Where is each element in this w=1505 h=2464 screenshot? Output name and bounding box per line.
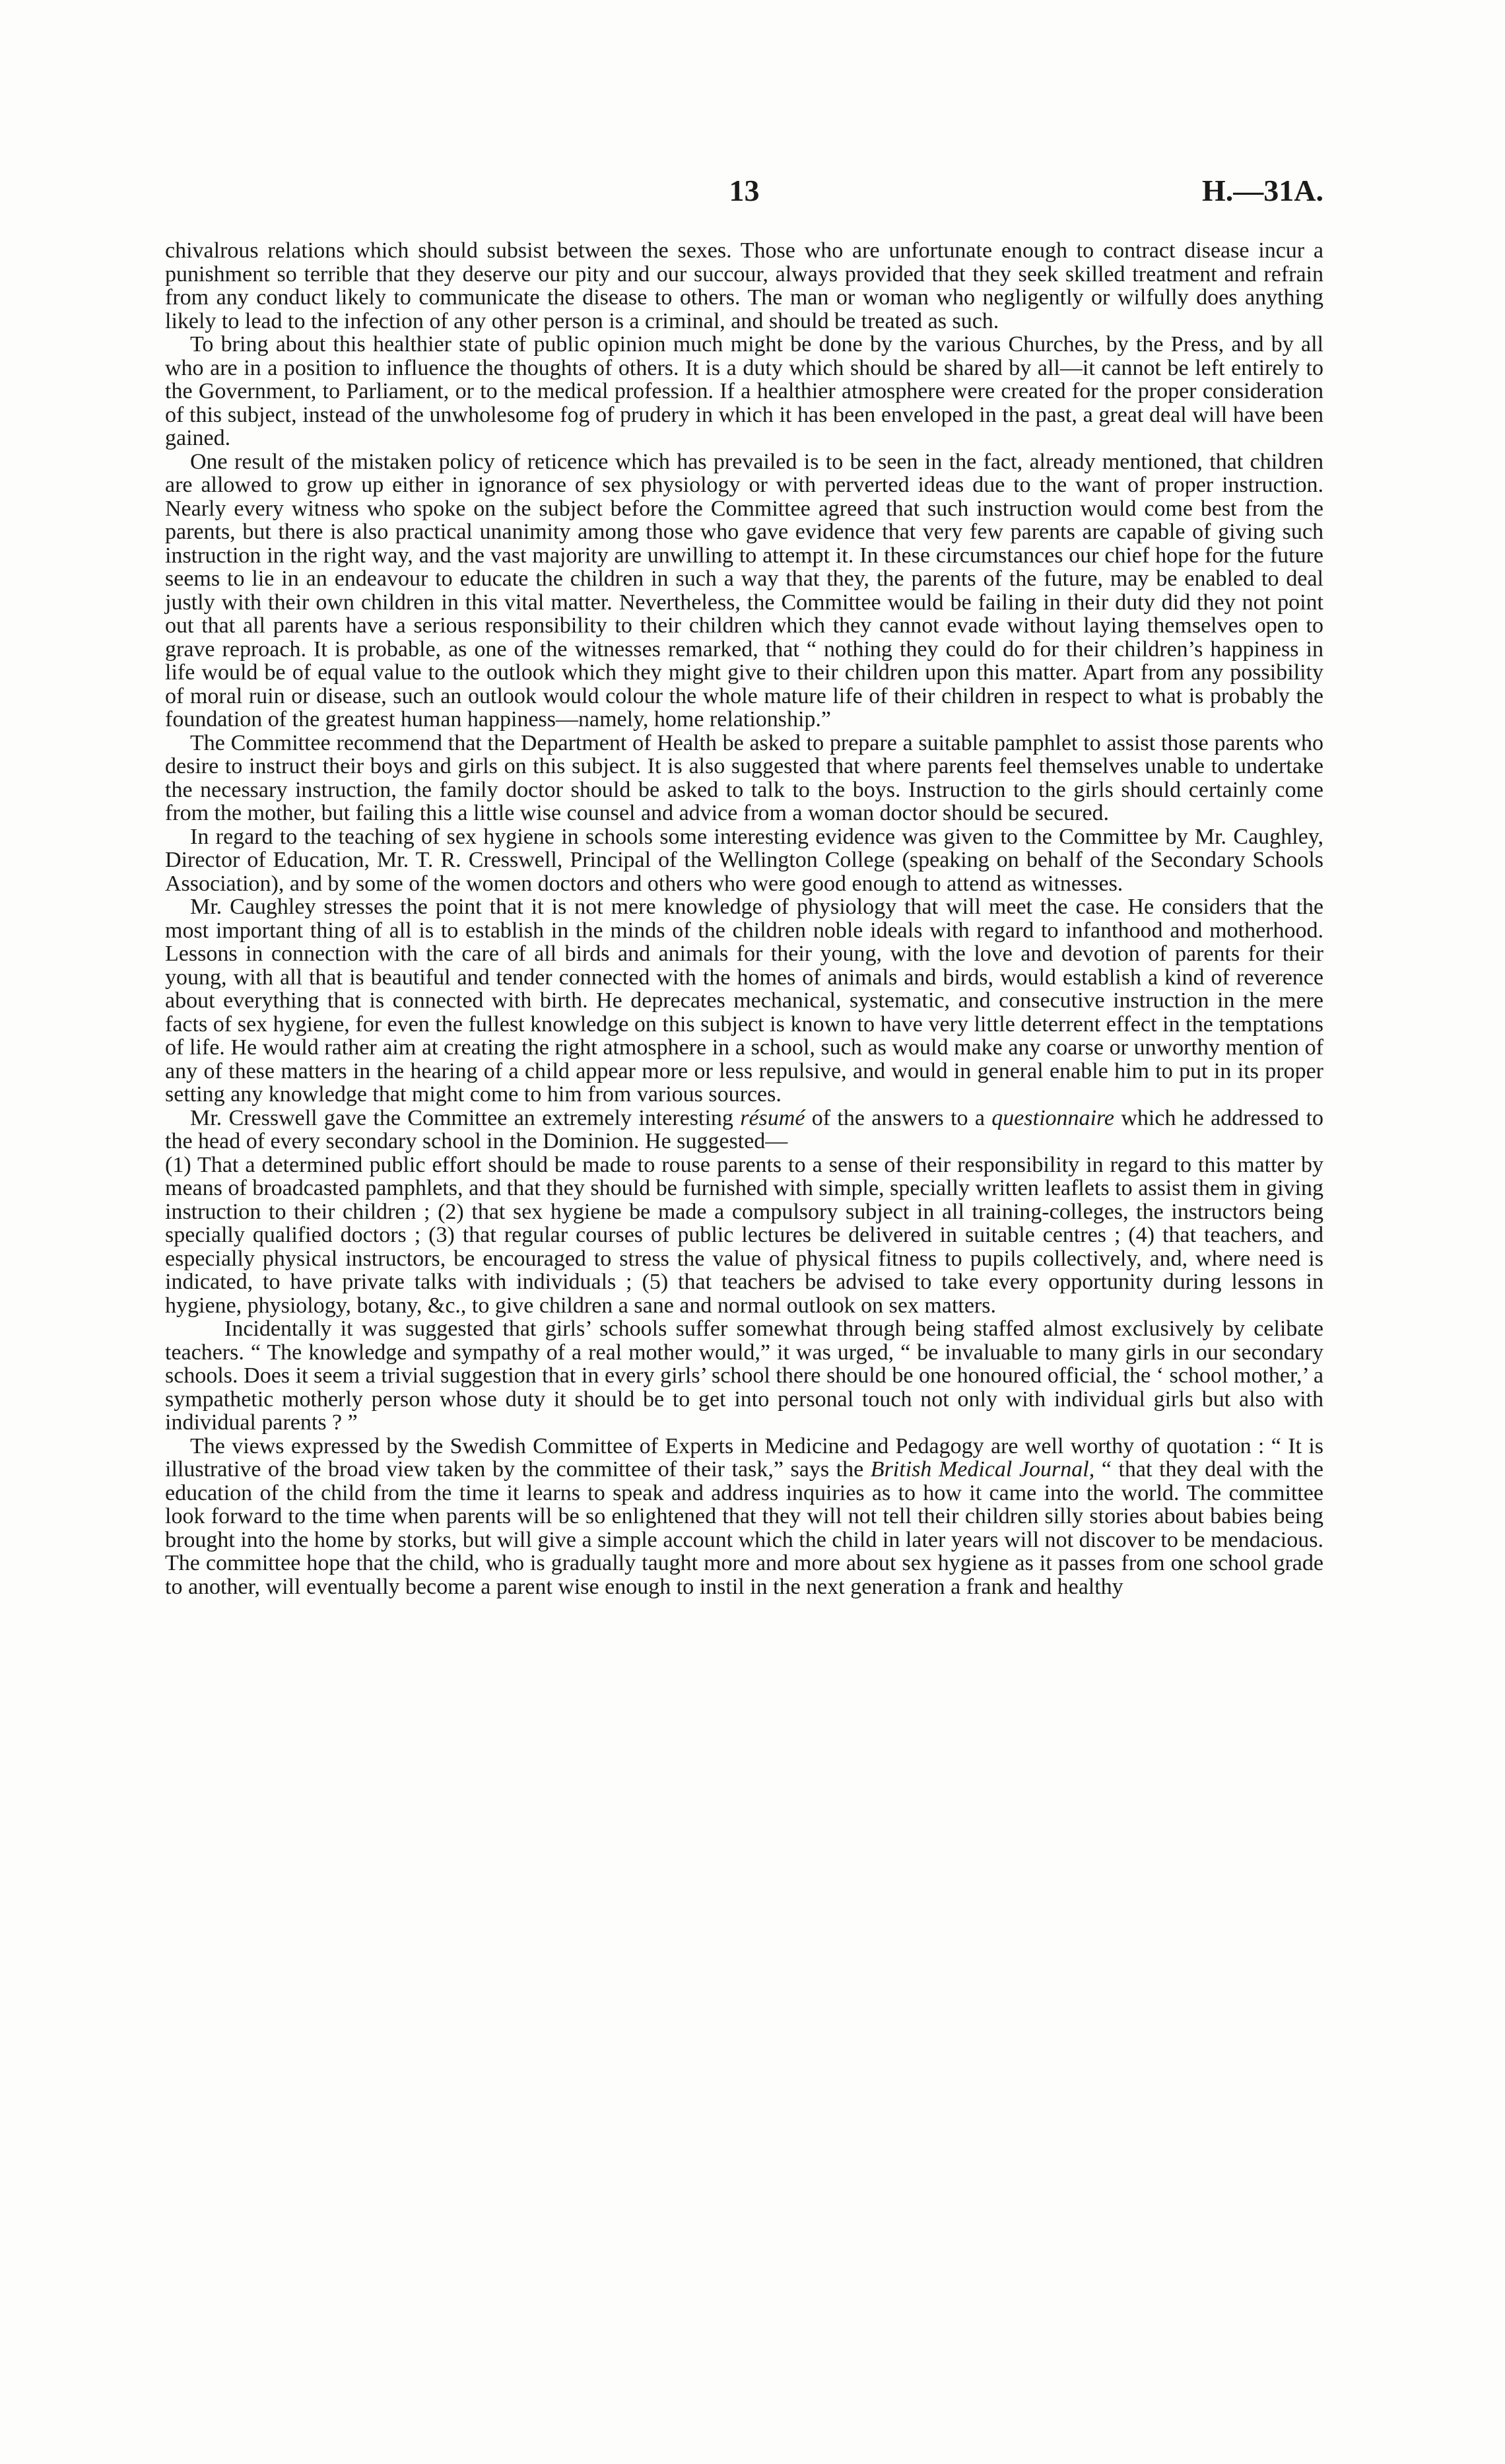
document-reference: H.—31A. (1202, 174, 1323, 207)
paragraph-10-text-a: The views expressed by the Swedish Committee of Experts in Medicine and Pedagogy are well worthy of quotation : “ It is illustrative of the broad view taken by the committee of their task,” says the (165, 1433, 1323, 1482)
paragraph-3: One result of the mistaken policy of reticence which has prevailed is to be seen in the fact, already mentioned, that children are allowed to grow up either in ignorance of sex physiology or with perverted ideas due to the want of proper instruction. Nearly every witness who spoke on the subject before the Committee agreed that such instruction would come best from the parents, but there is also practical unanimity among those who gave evidence that very few parents are capable of giving such instruction in the right way, and the vast majority are unwilling to attempt it. In these circumstances our chief hope for the future seems to lie in an endeavour to educate the children in such a way that they, the parents of the future, may be enabled to deal justly with their own children in this vital matter. Nevertheless, the Committee would be failing in their duty did they not point out that all parents have a serious responsibility to their children which they cannot evade without laying themselves open to grave reproach. It is probable, as one of the witnesses remarked, that “ nothing they could do for their children’s happiness in life would be of equal value to the outlook which they might give to their children upon this matter. Apart from any possibility of moral ruin or disease, such an outlook would colour the whole mature life of their children in respect to what is probably the foundation of the greatest human happiness—namely, home relationship.” (165, 449, 1323, 732)
paragraph-10 (165, 1435, 1323, 1599)
paragraph-8-list: (1) That a determined public effort should be made to rouse parents to a sense of their responsibility in regard to this matter by means of broadcasted pamphlets, and that they should be furnished with simple, specially written leaflets to assist them in giving instruction to their children ; (2) that sex hygiene be made a compulsory subject in all training-colleges, the instructors being specially qualified doctors ; (3) that regular courses of public lectures be delivered in suitable centres ; (4) that teachers, and especially physical instructors, be encouraged to stress the value of physical fitness to pupils collectively, and, where need is indicated, to have private talks with individuals ; (5) that teachers be advised to take every opportunity during lessons in hygiene, physiology, botany, &c., to give children a sane and normal outlook on sex matters. (165, 1152, 1323, 1318)
paragraph-4: The Committee recommend that the Department of Health be asked to prepare a suitable pamphlet to assist those parents who desire to instruct their boys and girls on this subject. It is also suggested that where parents feel themselves unable to undertake the necessary instruction, the family doctor should be asked to talk to the boys. Instruction to the girls should certainly come from the mother, but failing this a little wise counsel and advice from a woman doctor should be secured. (165, 730, 1323, 825)
paragraph-7-text-b: of the answers to a (805, 1105, 992, 1130)
paragraph-6: Mr. Caughley stresses the point that it is not mere knowledge of physiology that will meet the case. He considers that the most important thing of all is to establish in the minds of the children noble ideals with regard to infanthood and motherhood. Lessons in connection with the care of all birds and animals for their young, with the love and devotion of parents for their young, with all that is beautiful and tender connected with the homes of animals and birds, would establish a kind of reverence about everything that is connected with birth. He deprecates mechanical, systematic, and consecutive instruction in the mere facts of sex hygiene, for even the fullest knowledge on this subject is known to have very little deterrent effect in the temptations of life. He would rather aim at creating the right atmosphere in a school, such as would make any coarse or unworthy mention of any of these matters in the hearing of a child appear more or less repulsive, and would in general enable him to put in its proper setting any knowledge that might come to him from various sources. (165, 895, 1323, 1107)
paragraph-7 (165, 1107, 1323, 1153)
body-text (165, 239, 1323, 1598)
paragraph-7-text-a: Mr. Cresswell gave the Committee an extremely interesting (190, 1105, 741, 1130)
paragraph-7-emphasis-questionnaire: questionnaire (991, 1105, 1115, 1130)
paragraph-1: chivalrous relations which should subsist between the sexes. Those who are unfortunate enough to contract disease incur a punishment so terrible that they deserve our pity and our succour, always provided that they seek skilled treatment and refrain from any conduct likely to communicate the disease to others. The man or woman who negligently or wilfully does anything likely to lead to the infection of any other person is a criminal, and should be treated as such. (165, 238, 1323, 333)
page-number: 13 (729, 174, 760, 207)
paragraph-7-text-c: which he addressed to the head of every secondary school in the Dominion. He suggested— (165, 1105, 1324, 1153)
paragraph-9: Incidentally it was suggested that girls’ schools suffer somewhat through being staffed almost exclusively by celibate teachers. “ The knowledge and sympathy of a real mother would,” it was urged, “ be invaluable to many girls in our secondary schools. Does it seem a trivial suggestion that in every girls’ school there should be one honoured official, the ‘ school mother,’ a sympathetic motherly person whose duty it should be to get into personal touch not only with individual girls but also with individual parents ? ” (165, 1317, 1323, 1435)
paragraph-10-emphasis-journal: British Medical Journal, (870, 1457, 1095, 1482)
paragraph-2: To bring about this healthier state of public opinion much might be done by the various Churches, by the Press, and by all who are in a position to influence the thoughts of others. It is a duty which should be shared by all—it cannot be left entirely to the Government, to Parliament, or to the medical profession. If a healthier atmosphere were created for the proper consideration of this subject, instead of the unwholesome fog of prudery in which it has been enveloped in the past, a great deal will have been gained. (165, 332, 1323, 450)
paragraph-5: In regard to the teaching of sex hygiene in schools some interesting evidence was given to the Committee by Mr. Caughley, Director of Education, Mr. T. R. Cresswell, Principal of the Wellington College (speaking on behalf of the Secondary Schools Association), and by some of the women doctors and others who were good enough to attend as witnesses. (165, 824, 1323, 896)
page-header (165, 173, 1323, 213)
paragraph-10-text-b: “ that they deal with the education of the child from the time it learns to speak and address inquiries as to how it came into the world. The committee look forward to the time when parents will be so enlightened that they will not tell their children silly stories about babies being brought into the home by storks, but will give a simple account which the child in later years will not discover to be mendacious. The committee hope that the child, who is gradually taught more and more about sex hygiene as it passes from one school grade to another, will eventually become a parent wise enough to instil in the next generation a frank and healthy (165, 1457, 1323, 1599)
paragraph-7-emphasis-resume: résumé (740, 1105, 805, 1130)
